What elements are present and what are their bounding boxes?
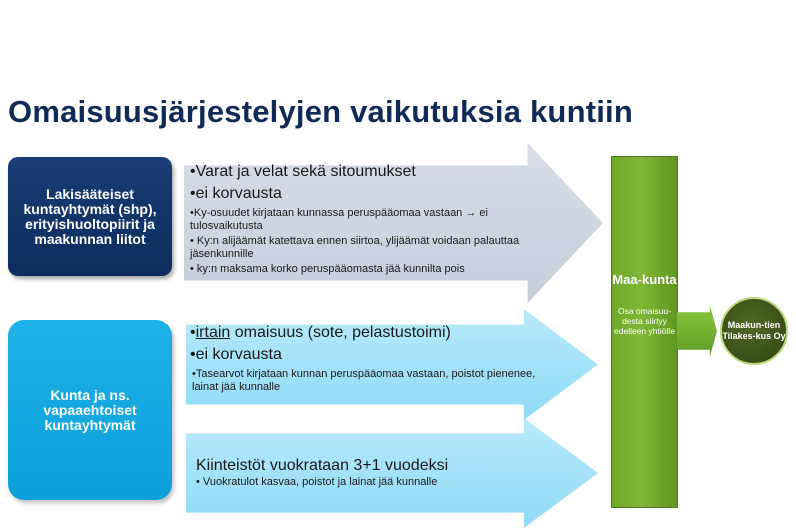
statutory-joint-authorities-label: Lakisääteiset kuntayhtymät (shp), erityishuoltopiirit ja maakunnan liitot bbox=[23, 185, 157, 247]
arrow2-bullet: • bbox=[190, 324, 196, 341]
arrow1-bullet3: • ky:n maksama korko peruspääomasta jää kunnilta pois bbox=[190, 263, 465, 275]
region-subtitle: Osa omaisuu-desta siirtyy edelleen yhtiölle bbox=[614, 306, 675, 336]
facilities-company-circle bbox=[720, 297, 788, 365]
arrow2-rest: omaisuus (sote, pelastustoimi) bbox=[230, 324, 451, 341]
arrow3-small: • Vuokratulot kasvaa, poistot ja lainat jää kunnalle bbox=[196, 476, 438, 488]
municipality-voluntary-box bbox=[8, 320, 172, 500]
region-title: Maa-kunta bbox=[612, 272, 677, 287]
arrow2-irtain: irtain bbox=[195, 324, 231, 341]
arrow2-line1 bbox=[190, 323, 451, 343]
facilities-company-label: Maakun-tien Tilakes-kus Oy bbox=[722, 320, 786, 341]
statutory-joint-authorities-box bbox=[8, 157, 172, 276]
page-title: Omaisuusjärjestelyjen vaikutuksia kuntiin bbox=[8, 94, 633, 129]
arrow1-bullet2: • Ky:n alijäämät katettava ennen siirtoa, ylijäämät voidaan palauttaa jäsenkunnille bbox=[190, 235, 520, 260]
arrow1-bullet1: •Ky-osuudet kirjataan kunnassa peruspääomaa vastaan → ei tulosvaikutusta bbox=[190, 207, 488, 232]
arrow1-line2: •ei korvausta bbox=[190, 185, 282, 202]
arrow2-line2: •ei korvausta bbox=[190, 346, 282, 363]
arrow1-line1: •Varat ja velat sekä sitoumukset bbox=[190, 163, 416, 180]
arrow-to-company bbox=[677, 305, 717, 357]
arrow2-small: •Tasearvot kirjataan kunnan peruspääomaa vastaan, poistot pienenee, lainat jää kunnalle bbox=[192, 368, 536, 393]
municipality-voluntary-label: Kunta ja ns. vapaaehtoiset kuntayhtymät bbox=[43, 386, 137, 433]
arrow3-line1: Kiinteistöt vuokrataan 3+1 vuodeksi bbox=[196, 457, 449, 474]
